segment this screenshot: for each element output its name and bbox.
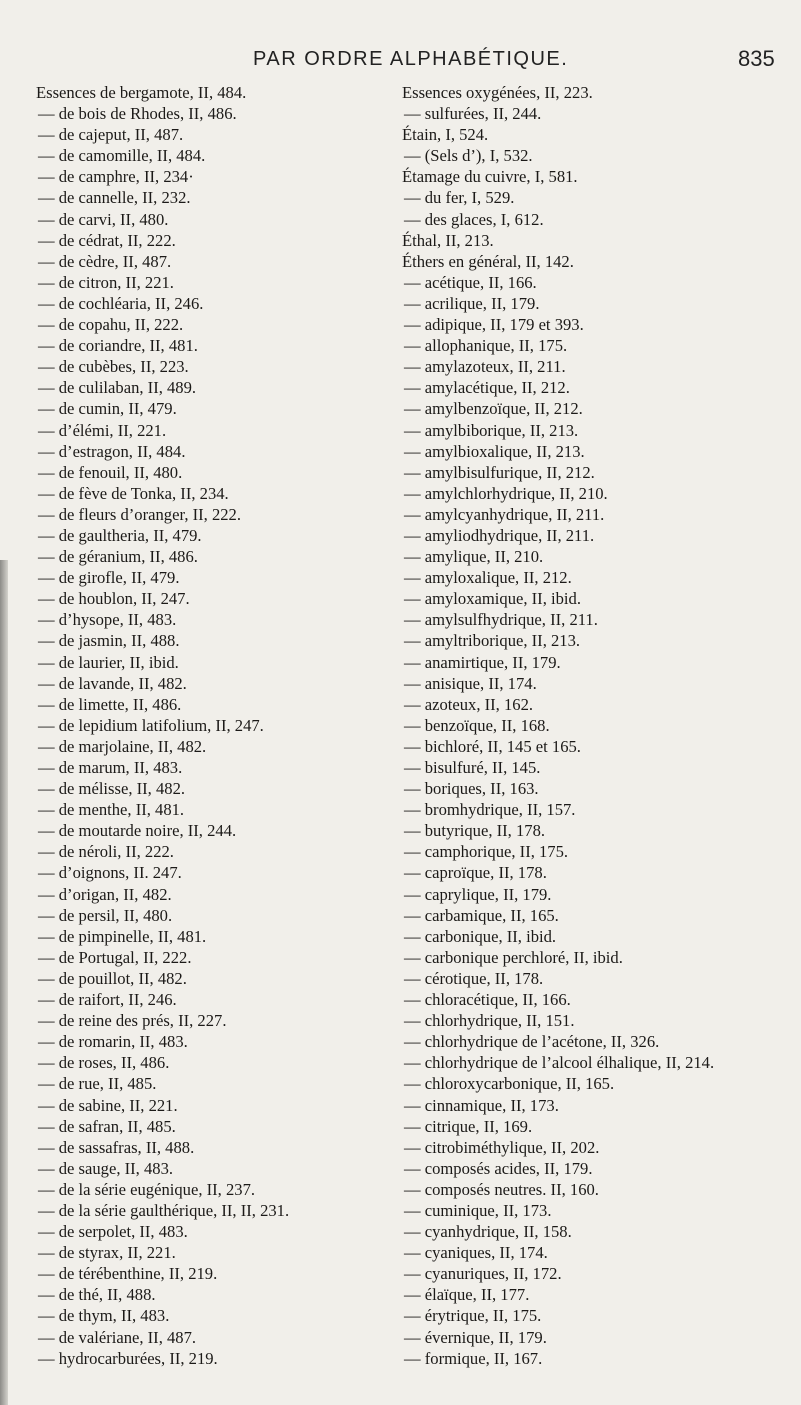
index-subentry: — d’élémi, II, 221. [38,420,167,440]
index-subentry: — carbamique, II, 165. [404,905,559,925]
index-subentry: — de cochléaria, II, 246. [38,293,204,313]
index-subentry: — de cubèbes, II, 223. [38,357,189,377]
index-subentry: — allophanique, II, 175. [404,336,568,356]
index-subentry: — chlorhydrique de l’alcool élhalique, II, 214. [404,1053,715,1073]
running-title: PAR ORDRE ALPHABÉTIQUE. [253,48,569,70]
index-column-left [36,82,408,1369]
index-subentry: — de cèdre, II, 487. [38,251,172,271]
index-subentry: — de néroli, II, 222. [38,842,174,862]
index-entry: Étain, I, 524. [402,125,489,145]
index-subentry: — de styrax, II, 221. [38,1243,176,1263]
index-subentry: — amylique, II, 210. [404,547,544,567]
index-subentry: — cyanuriques, II, 172. [404,1264,562,1284]
index-entry: Éthal, II, 213. [402,230,494,250]
index-subentry: — de sabine, II, 221. [38,1095,178,1115]
index-subentry: — benzoïque, II, 168. [404,715,550,735]
index-subentry: — de fève de Tonka, II, 234. [38,483,229,503]
index-subentry: — chlorhydrique de l’acétone, II, 326. [404,1032,660,1052]
page-number: 835 [738,46,775,71]
index-subentry: — composés neutres. II, 160. [404,1179,599,1199]
index-entry: Éthers en général, II, 142. [402,251,574,271]
index-subentry: — de jasmin, II, 488. [38,631,180,651]
index-subentry: — de marum, II, 483. [38,758,183,777]
index-subentry: — amylcyanhydrique, II, 211. [404,504,605,524]
index-subentry: — de sassafras, II, 488. [38,1137,195,1157]
index-subentry: — caproïque, II, 178. [404,863,547,883]
index-subentry: — de limette, II, 486. [38,694,182,714]
index-subentry: — amyltriborique, II, 213. [404,631,581,651]
index-subentry: — de lavande, II, 482. [38,673,187,693]
index-subentry: — (Sels d’), I, 532. [404,146,533,166]
index-subentry: — de cajeput, II, 487. [38,125,184,145]
index-entry: Étamage du cuivre, I, 581. [402,167,578,187]
index-subentry: — de la série gaulthérique, II, II, 231. [38,1200,290,1220]
index-subentry: — sulfurées, II, 244. [404,104,542,124]
index-subentry: — de marjolaine, II, 482. [38,736,207,756]
index-subentry: — acrilique, II, 179. [404,293,540,313]
index-subentry: — de serpolet, II, 483. [38,1222,188,1242]
index-subentry: — élaïque, II, 177. [404,1285,530,1305]
index-subentry: — de fenouil, II, 480. [38,462,183,482]
index-entry: Essences de bergamote, II, 484. [36,83,247,102]
index-subentry: — de cannelle, II, 232. [38,188,191,208]
index-subentry: — de culilaban, II, 489. [38,378,197,398]
index-subentry: — des glaces, I, 612. [404,209,544,229]
index-subentry: — hydrocarburées, II, 219. [38,1348,218,1368]
index-subentry: — de bois de Rhodes, II, 486. [38,104,237,124]
page-header [0,46,801,76]
index-subentry: — de géranium, II, 486. [38,547,198,567]
index-subentry: — anamirtique, II, 179. [404,652,561,672]
index-subentry: — du fer, I, 529. [404,188,515,208]
index-subentry: — de camomille, II, 484. [38,146,206,166]
index-subentry: — caprylique, II, 179. [404,884,552,904]
index-subentry: — amylchlorhydrique, II, 210. [404,483,608,503]
index-subentry: — amylbiborique, II, 213. [404,420,579,440]
index-subentry: — anisique, II, 174. [404,673,537,693]
index-subentry: — de raifort, II, 246. [38,990,177,1010]
index-subentry: — de rue, II, 485. [38,1074,157,1094]
index-subentry: — de moutarde noire, II, 244. [38,821,237,841]
index-subentry: — d’oignons, II. 247. [38,863,182,883]
index-subentry: — cyaniques, II, 174. [404,1243,548,1263]
index-subentry: — carbonique perchloré, II, ibid. [404,947,623,967]
index-subentry: — de pimpinelle, II, 481. [38,926,207,946]
index-entry: Essences oxygénées, II, 223. [402,83,593,102]
index-subentry: — citrique, II, 169. [404,1116,533,1136]
index-subentry: — boriques, II, 163. [404,779,539,799]
index-subentry: — cérotique, II, 178. [404,968,544,988]
index-subentry: — évernique, II, 179. [404,1327,547,1347]
index-subentry: — de citron, II, 221. [38,272,174,292]
index-subentry: — formique, II, 167. [404,1348,543,1368]
index-subentry: — amyloxamique, II, ibid. [404,589,581,609]
index-subentry: — amylacétique, II, 212. [404,378,570,398]
index-subentry: — de coriandre, II, 481. [38,336,198,356]
index-subentry: — camphorique, II, 175. [404,842,569,862]
index-subentry: — citrobiméthylique, II, 202. [404,1137,600,1157]
index-subentry: — chlorhydrique, II, 151. [404,1011,575,1031]
index-subentry: — de gaultheria, II, 479. [38,525,202,545]
index-subentry: — de lepidium latifolium, II, 247. [38,715,264,735]
index-subentry: — érytrique, II, 175. [404,1306,542,1326]
index-subentry: — de térébenthine, II, 219. [38,1264,218,1284]
index-subentry: — de romarin, II, 483. [38,1032,188,1052]
index-subentry: — de houblon, II, 247. [38,589,190,609]
index-subentry: — de camphre, II, 234· [38,167,194,187]
index-subentry: — de Portugal, II, 222. [38,947,192,967]
index-subentry: — carbonique, II, ibid. [404,926,557,946]
index-subentry: — amylbenzoïque, II, 212. [404,399,583,419]
index-subentry: — de menthe, II, 481. [38,800,185,820]
index-subentry: — d’estragon, II, 484. [38,441,186,461]
index-subentry: — adipique, II, 179 et 393. [404,315,584,335]
index-subentry: — azoteux, II, 162. [404,694,534,714]
index-subentry: — amyliodhydrique, II, 211. [404,525,595,545]
index-subentry: — cuminique, II, 173. [404,1200,552,1220]
index-subentry: — composés acides, II, 179. [404,1158,593,1178]
index-subentry: — de mélisse, II, 482. [38,779,186,799]
index-subentry: — cyanhydrique, II, 158. [404,1222,572,1242]
index-subentry: — bromhydrique, II, 157. [404,800,576,820]
index-subentry: — chloracétique, II, 166. [404,990,571,1010]
index-subentry: — de pouillot, II, 482. [38,968,187,988]
index-subentry: — bisulfuré, II, 145. [404,758,541,777]
index-subentry: — de cumin, II, 479. [38,399,177,419]
index-column-right [402,82,782,1369]
index-subentry: — de valériane, II, 487. [38,1327,197,1347]
index-subentry: — d’hysope, II, 483. [38,610,177,630]
index-subentry: — bichloré, II, 145 et 165. [404,736,581,756]
index-subentry: — chloroxycarbonique, II, 165. [404,1074,615,1094]
index-subentry: — de roses, II, 486. [38,1053,170,1073]
index-subentry: — acétique, II, 166. [404,272,537,292]
index-subentry: — amylazoteux, II, 211. [404,357,566,377]
index-subentry: — amyloxalique, II, 212. [404,568,572,588]
index-subentry: — amylsulfhydrique, II, 211. [404,610,598,630]
index-subentry: — de reine des prés, II, 227. [38,1011,227,1031]
index-subentry: — de thé, II, 488. [38,1285,156,1305]
index-subentry: — de sauge, II, 483. [38,1158,174,1178]
index-subentry: — amylbioxalique, II, 213. [404,441,585,461]
index-subentry: — de cédrat, II, 222. [38,230,176,250]
index-subentry: — de carvi, II, 480. [38,209,169,229]
index-subentry: — cinnamique, II, 173. [404,1095,559,1115]
index-subentry: — butyrique, II, 178. [404,821,546,841]
index-subentry: — de safran, II, 485. [38,1116,176,1136]
index-subentry: — de persil, II, 480. [38,905,173,925]
index-subentry: — de fleurs d’oranger, II, 222. [38,504,241,524]
index-subentry: — de girofle, II, 479. [38,568,180,588]
index-subentry: — de laurier, II, ibid. [38,652,179,672]
index-subentry: — de la série eugénique, II, 237. [38,1179,256,1199]
index-subentry: — d’origan, II, 482. [38,884,172,904]
index-subentry: — de thym, II, 483. [38,1306,170,1326]
index-subentry: — de copahu, II, 222. [38,315,184,335]
page-gutter-shadow [0,560,8,1405]
index-subentry: — amylbisulfurique, II, 212. [404,462,595,482]
